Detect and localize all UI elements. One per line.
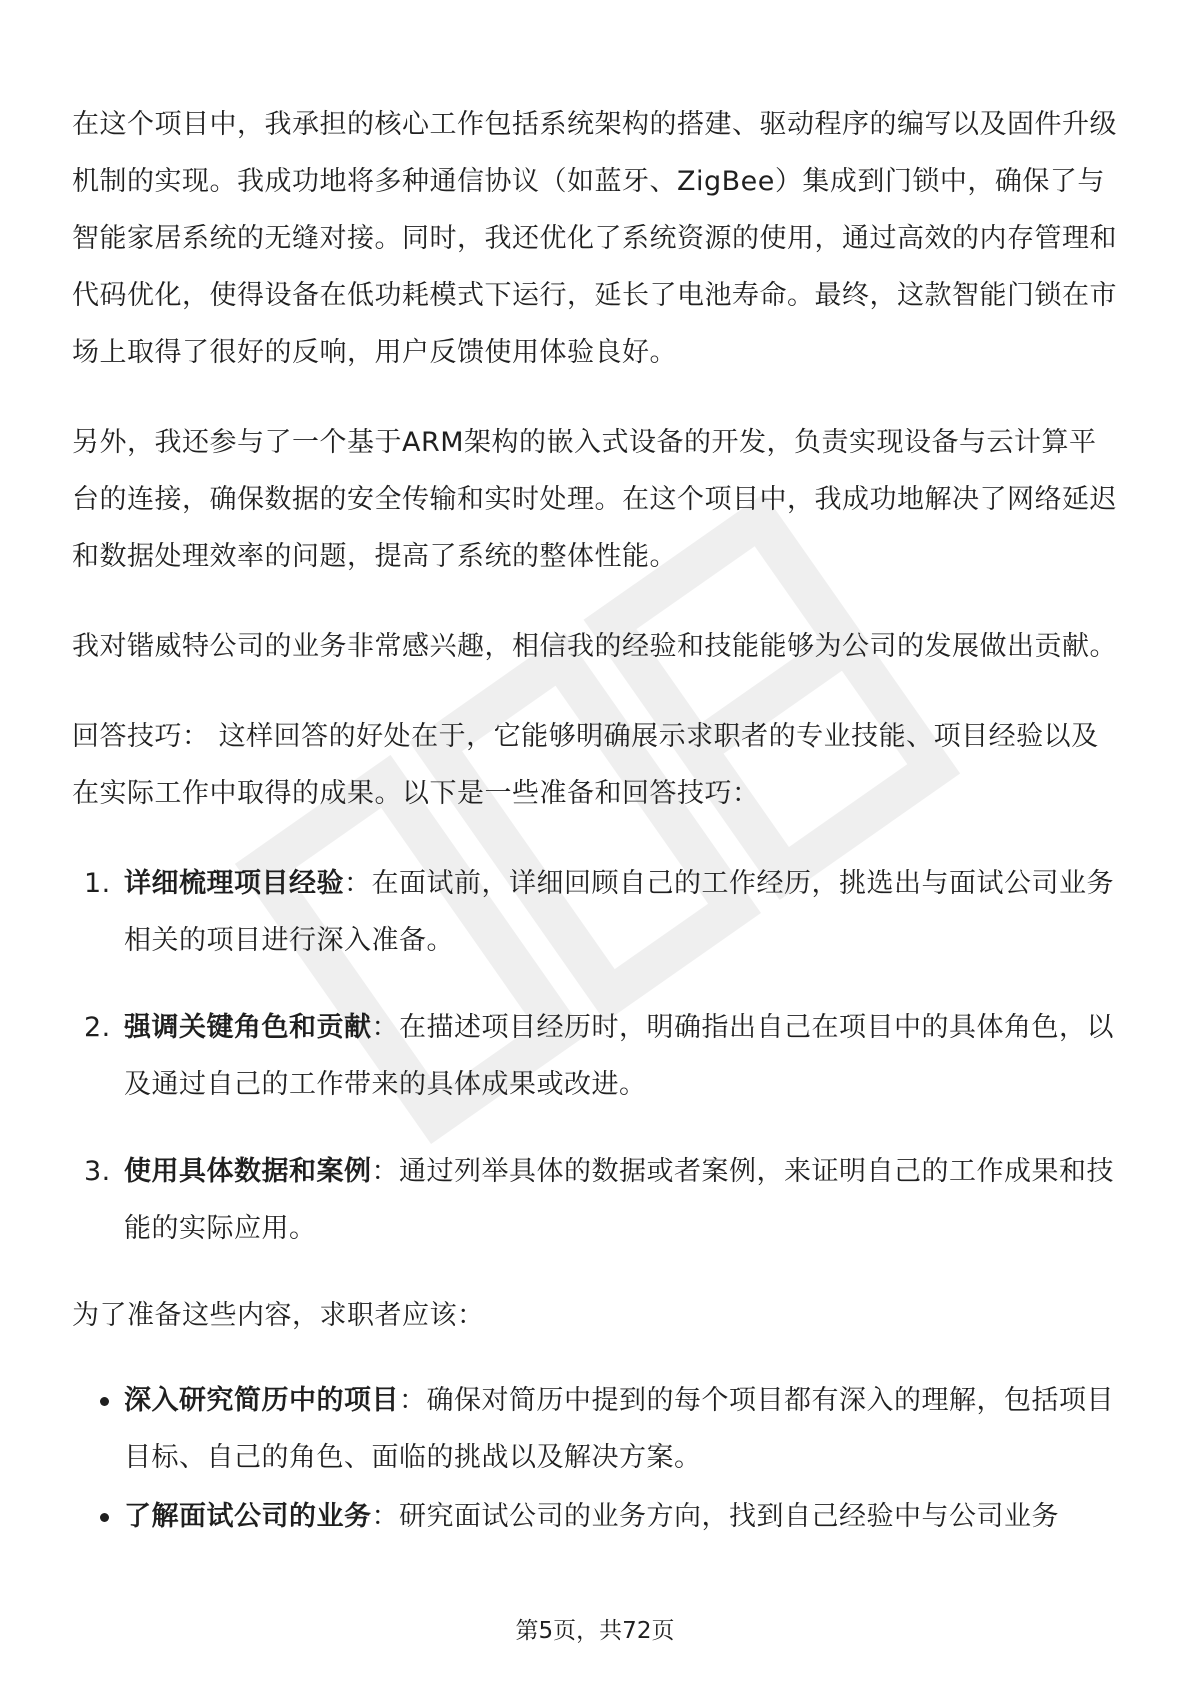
list-item-text: ：在描述项目经历时，明确指出自己在项目中的具体角色，以及通过自己的工作带来的具体成果或改进。 xyxy=(124,1012,1114,1100)
paragraph-preparation: 为了准备这些内容，求职者应该： xyxy=(72,1300,485,1331)
list-item xyxy=(72,855,1120,969)
list-number: 3. xyxy=(84,1156,111,1187)
tips-numbered-list xyxy=(72,855,1120,1257)
list-item-title: 详细梳理项目经验 xyxy=(124,868,344,899)
page-number: 第5页，共72页 xyxy=(515,1618,675,1644)
list-item-title: 使用具体数据和案例 xyxy=(124,1156,372,1187)
paragraph-answer-tips: 回答技巧： 这样回答的好处在于，它能够明确展示求职者的专业技能、项目经验以及在实际工作中取得的成果。以下是一些准备和回答技巧： xyxy=(72,721,1099,809)
list-item xyxy=(72,1372,1120,1486)
paragraph-core-work: 在这个项目中，我承担的核心工作包括系统架构的搭建、驱动程序的编写以及固件升级机制的实现。我成功地将多种通信协议（如蓝牙、ZigBee）集成到门锁中，确保了与智能家居系统的无缝对接。同时，我还优化了系统资源的使用，通过高效的内存管理和代码优化，使得设备在低功耗模式下运行，延长了电池寿命。最终，这款智能门锁在市场上取得了很好的反响，用户反馈使用体验良好。 xyxy=(72,109,1117,368)
list-item-title: 强调关键角色和贡献 xyxy=(124,1012,372,1043)
list-item xyxy=(72,1488,1120,1545)
document-body xyxy=(72,96,1120,1547)
bullet-icon xyxy=(100,1397,109,1406)
list-item-title: 深入研究简历中的项目 xyxy=(124,1385,399,1416)
list-item-text: ：研究面试公司的业务方向，找到自己经验中与公司业务 xyxy=(371,1501,1059,1532)
list-number: 1. xyxy=(84,868,111,899)
list-item-text: ：通过列举具体的数据或者案例，来证明自己的工作成果和技能的实际应用。 xyxy=(124,1156,1114,1244)
list-item-text: ：确保对简历中提到的每个项目都有深入的理解，包括项目目标、自己的角色、面临的挑战以及解决方案。 xyxy=(124,1385,1114,1473)
list-item xyxy=(72,999,1120,1113)
list-item xyxy=(72,1143,1120,1257)
paragraph-company-interest: 我对锴威特公司的业务非常感兴趣，相信我的经验和技能能够为公司的发展做出贡献。 xyxy=(72,631,1117,662)
paragraph-arm-project: 另外，我还参与了一个基于ARM架构的嵌入式设备的开发，负责实现设备与云计算平台的连接，确保数据的安全传输和实时处理。在这个项目中，我成功地解决了网络延迟和数据处理效率的问题，提高了系统的整体性能。 xyxy=(72,427,1117,572)
list-number: 2. xyxy=(84,1012,111,1043)
preparation-bullet-list xyxy=(72,1372,1120,1545)
bullet-icon xyxy=(100,1513,109,1522)
list-item-text: ：在面试前，详细回顾自己的工作经历，挑选出与面试公司业务相关的项目进行深入准备。 xyxy=(124,868,1114,956)
list-item-title: 了解面试公司的业务 xyxy=(124,1501,372,1532)
